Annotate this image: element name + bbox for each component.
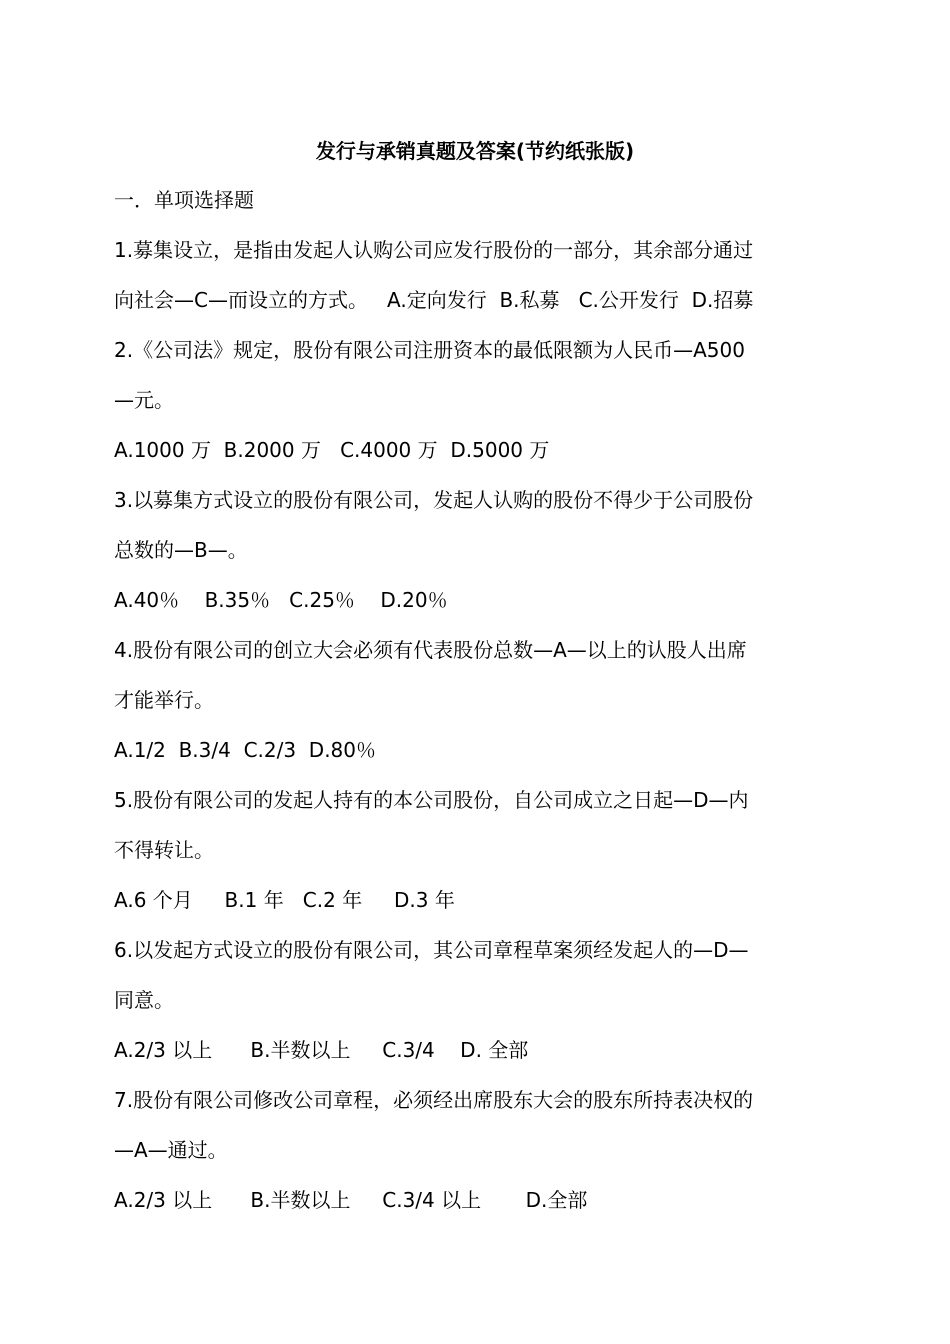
- question-2-text-cont: —元。: [114, 388, 174, 412]
- question-5-options: A.6 个月 B.1 年 C.2 年 D.3 年: [114, 888, 455, 912]
- section-heading: 一．单项选择题: [114, 188, 254, 212]
- question-2-options: A.1000 万 B.2000 万 C.4000 万 D.5000 万: [114, 438, 550, 462]
- document-title: 发行与承销真题及答案(节约纸张版): [315, 139, 635, 163]
- question-3-options: A.40％ B.35％ C.25％ D.20％: [114, 588, 448, 612]
- question-6-text: 6.以发起方式设立的股份有限公司，其公司章程草案须经发起人的—D—: [114, 938, 749, 962]
- question-6-text-cont: 同意。: [114, 988, 174, 1012]
- question-4-options: A.1/2 B.3/4 C.2/3 D.80％: [114, 738, 377, 762]
- question-6-options: A.2/3 以上 B.半数以上 C.3/4 D. 全部: [114, 1038, 529, 1062]
- question-5-text-cont: 不得转让。: [114, 838, 214, 862]
- question-4-text-cont: 才能举行。: [114, 688, 214, 712]
- question-3-text-cont: 总数的—B—。: [114, 538, 248, 562]
- question-5-text: 5.股份有限公司的发起人持有的本公司股份，自公司成立之日起—D—内: [114, 788, 749, 812]
- question-7-text-cont: —A—通过。: [114, 1138, 228, 1162]
- document-body: [114, 183, 840, 1233]
- question-3-text: 3.以募集方式设立的股份有限公司，发起人认购的股份不得少于公司股份: [114, 488, 754, 512]
- question-2-text: 2.《公司法》规定，股份有限公司注册资本的最低限额为人民币—A500: [114, 338, 745, 362]
- question-1-options: 向社会—C—而设立的方式。 A.定向发行 B.私募 C.公开发行 D.招募: [114, 288, 754, 312]
- question-4-text: 4.股份有限公司的创立大会必须有代表股份总数—A—以上的认股人出席: [114, 638, 747, 662]
- question-7-options: A.2/3 以上 B.半数以上 C.3/4 以上 D.全部: [114, 1188, 588, 1212]
- question-7-text: 7.股份有限公司修改公司章程，必须经出席股东大会的股东所持表决权的: [114, 1088, 754, 1112]
- question-1-text: 1.募集设立，是指由发起人认购公司应发行股份的一部分，其余部分通过: [114, 238, 754, 262]
